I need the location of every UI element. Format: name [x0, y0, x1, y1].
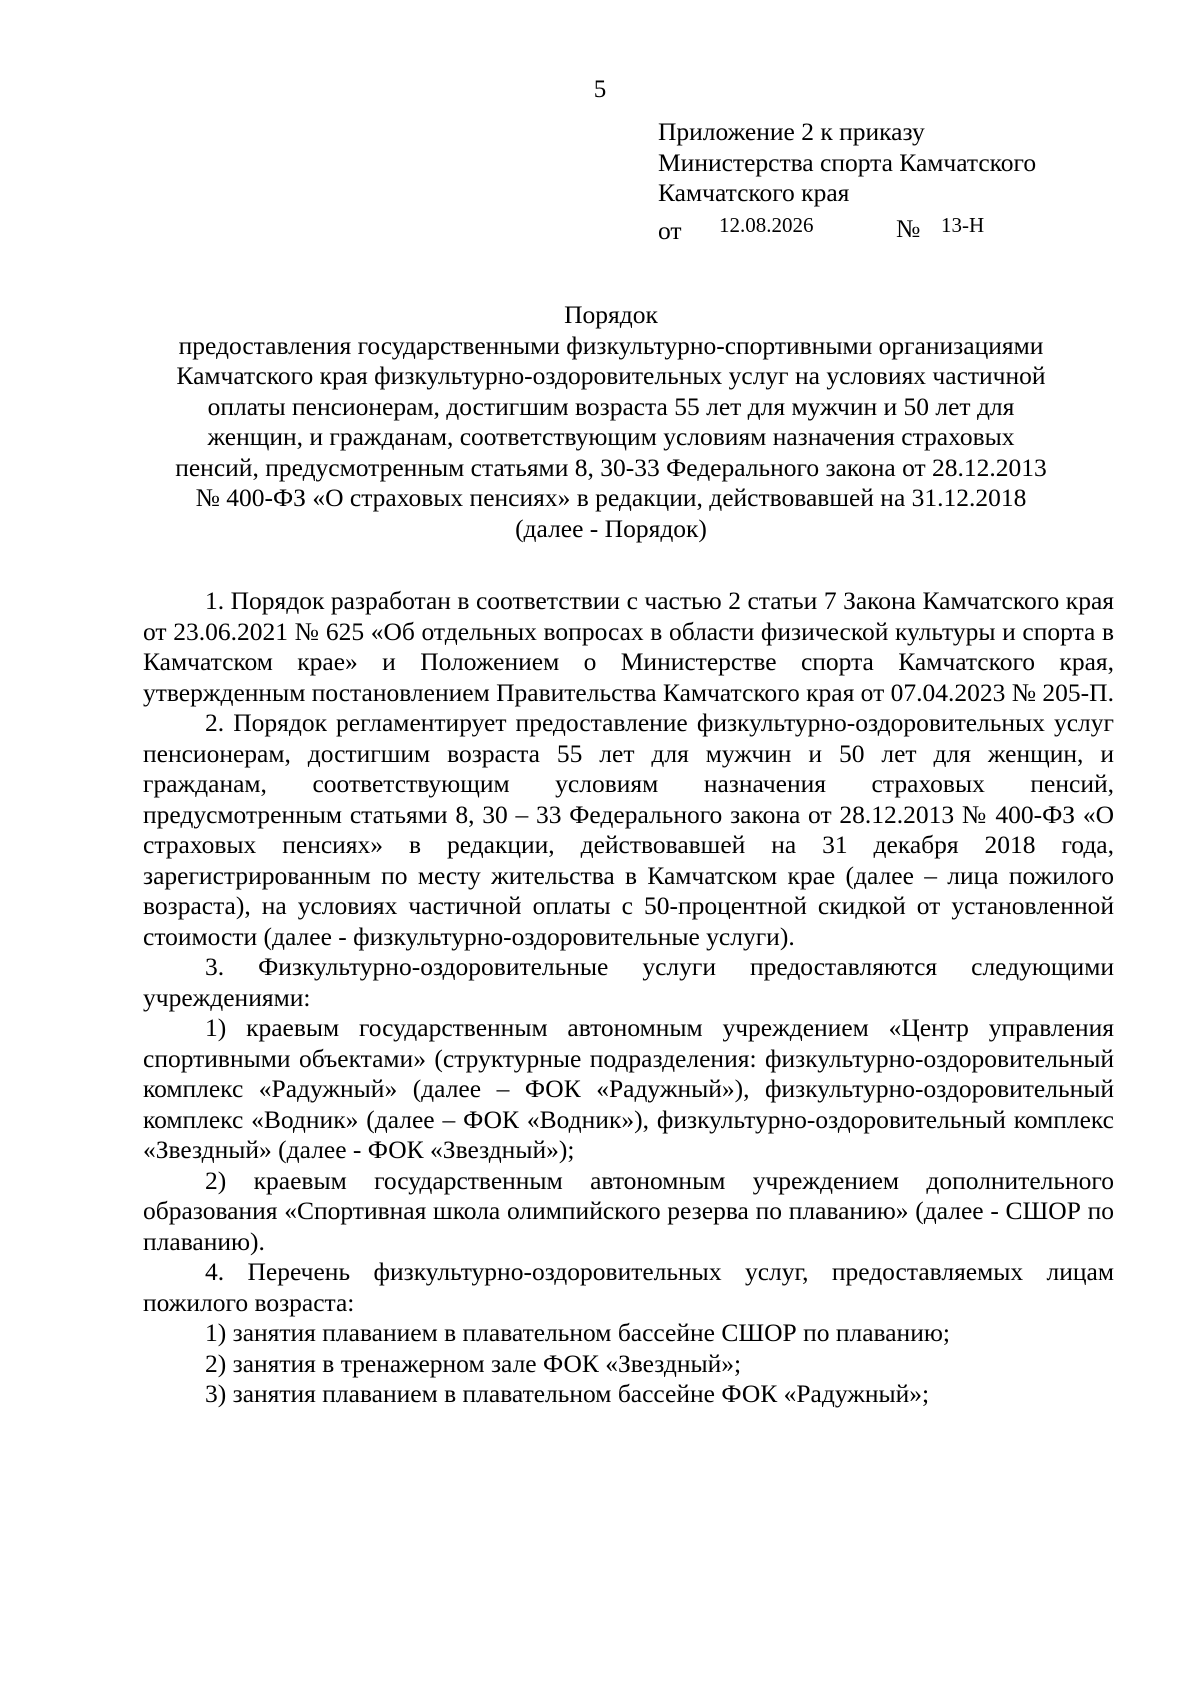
title-line-1: Порядок [564, 300, 658, 329]
title-line-5: женщин, и гражданам, соответствующим условиям назначения страховых [207, 422, 1015, 451]
appendix-line-2: Министерства спорта Камчатского [658, 147, 1037, 177]
document-title [130, 300, 1092, 544]
paragraph-4-item-3: 3) занятия плаванием в плавательном бассейне ФОК «Радужный»; [205, 1379, 930, 1408]
appendix-header [658, 117, 1128, 245]
paragraph-3-item-1: 1) краевым государственным автономным учреждением «Центр управления спортивными объектами» (структурные подразделения: физкультурно-оздоровительный комплекс «Радужный» (далее – ФОК «Радужный»), физкультурно-оздоровительный комплекс «Водник» (далее – ФОК «Водник»), физкультурно-оздоровительный комплекс «Звездный» (далее - ФОК «Звездный»); [143, 1013, 1114, 1164]
order-number: 13-Н [941, 212, 985, 237]
document-body [143, 586, 1114, 1410]
title-line-2: предоставления государственными физкультурно-спортивными организациями [178, 330, 1044, 360]
title-line-7: № 400-ФЗ «О страховых пенсиях» в редакции, действовавшей на 31.12.2018 [195, 483, 1027, 512]
paragraph-1: 1. Порядок разработан в соответствии с частью 2 статьи 7 Закона Камчатского края от 23.06.2021 № 625 «Об отдельных вопросах в области физической культуры и спорта в Камчатском крае» и Положением о Министерстве спорта Камчатского края, утвержденным постановлением Правительства Камчатского края от 07.04.2023 № 205-П. [143, 586, 1114, 707]
paragraph-2: 2. Порядок регламентирует предоставление физкультурно-оздоровительных услуг пенсионерам, достигшим возраста 55 лет для мужчин и 50 лет для женщин, и гражданам, соответствующим условиям назначения страховых пенсий, предусмотренным статьями 8, 30 – 33 Федерального закона от 28.12.2013 № 400-ФЗ «О страховых пенсиях» в редакции, действовавшей на 31 декабря 2018 года, зарегистрированным по месту жительства в Камчатском крае (далее – лица пожилого возраста), на условиях частичной оплаты с 50-процентной скидкой от установленной стоимости (далее - физкультурно-оздоровительные услуги). [143, 708, 1114, 951]
order-from-label: от [658, 215, 682, 245]
appendix-line-3: Камчатского края [658, 178, 850, 207]
title-line-4: оплаты пенсионерам, достигшим возраста 55 лет для мужчин и 50 лет для [207, 391, 1015, 421]
order-details [658, 211, 1128, 245]
order-number-sign: № [896, 213, 921, 243]
paragraph-4: 4. Перечень физкультурно-оздоровительных услуг, предоставляемых лицам пожилого возраста: [143, 1257, 1114, 1317]
page-number: 5 [593, 76, 607, 103]
appendix-line-1: Приложение 2 к приказу [658, 117, 925, 146]
paragraph-3-item-2: 2) краевым государственным автономным учреждением дополнительного образования «Спортивная школа олимпийского резерва по плаванию» (далее - СШОР по плаванию). [143, 1165, 1114, 1256]
paragraph-4-item-1: 1) занятия плаванием в плавательном бассейне СШОР по плаванию; [205, 1318, 950, 1347]
title-line-3: Камчатского края физкультурно-оздоровительных услуг на условиях частичной [176, 361, 1046, 390]
order-date: 12.08.2026 [719, 212, 814, 237]
paragraph-3: 3. Физкультурно-оздоровительные услуги предоставляются следующими учреждениями: [143, 952, 1114, 1012]
paragraph-4-item-2: 2) занятия в тренажерном зале ФОК «Звездный»; [205, 1348, 742, 1378]
title-line-6: пенсий, предусмотренным статьями 8, 30-33 Федерального закона от 28.12.2013 [175, 452, 1047, 482]
title-line-8: (далее - Порядок) [515, 513, 707, 543]
